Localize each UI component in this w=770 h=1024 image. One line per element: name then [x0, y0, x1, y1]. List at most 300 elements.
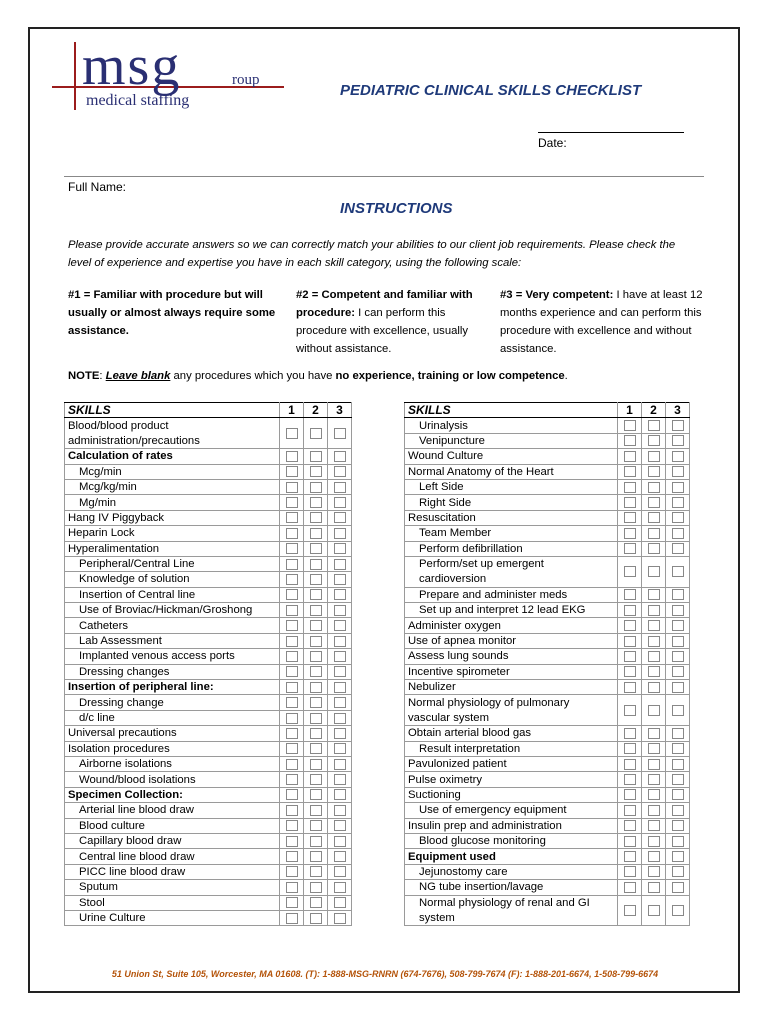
level-1-checkbox[interactable]: [624, 851, 636, 862]
level-2-checkbox[interactable]: [648, 420, 660, 431]
level-2-cell: [642, 726, 666, 741]
level-3-cell: [328, 495, 352, 510]
level-3-checkbox[interactable]: [672, 682, 684, 693]
level-2-cell: [304, 741, 328, 756]
level-1-checkbox[interactable]: [286, 428, 298, 439]
level-3-checkbox[interactable]: [334, 759, 346, 770]
level-2-checkbox[interactable]: [310, 589, 322, 600]
skill-row-left-22: [65, 756, 352, 771]
level-3-checkbox[interactable]: [334, 651, 346, 662]
logo-group-text: roup: [232, 72, 260, 88]
level-3-checkbox[interactable]: [334, 820, 346, 831]
level-3-checkbox[interactable]: [672, 774, 684, 785]
level-3-checkbox[interactable]: [334, 497, 346, 508]
level-1-checkbox[interactable]: [286, 651, 298, 662]
level-3-cell: [328, 510, 352, 525]
level-3-checkbox[interactable]: [334, 851, 346, 862]
level-2-checkbox[interactable]: [648, 820, 660, 831]
level-2-checkbox[interactable]: [310, 666, 322, 677]
scale-1-text: #1 = Familiar with procedure but will usually or almost always require some assistance.: [68, 289, 276, 337]
level-3-checkbox[interactable]: [334, 713, 346, 724]
skill-label: Central line blood draw: [65, 849, 280, 864]
skill-row-right-7: [405, 526, 690, 541]
level-2-checkbox[interactable]: [648, 866, 660, 877]
level-3-checkbox[interactable]: [672, 882, 684, 893]
level-1-checkbox[interactable]: [624, 420, 636, 431]
level-3-checkbox[interactable]: [334, 605, 346, 616]
level-3-checkbox[interactable]: [334, 805, 346, 816]
level-3-checkbox[interactable]: [334, 682, 346, 693]
level-1-cell: [618, 726, 642, 741]
note-label: NOTE: [68, 370, 100, 382]
level-3-checkbox[interactable]: [334, 666, 346, 677]
level-2-checkbox[interactable]: [648, 743, 660, 754]
level-1-checkbox[interactable]: [624, 743, 636, 754]
level-1-checkbox[interactable]: [286, 466, 298, 477]
level-1-checkbox[interactable]: [286, 605, 298, 616]
level-3-checkbox[interactable]: [672, 636, 684, 647]
level-3-checkbox[interactable]: [672, 743, 684, 754]
level-1-checkbox[interactable]: [286, 897, 298, 908]
level-3-checkbox[interactable]: [334, 789, 346, 800]
level-3-cell: [666, 649, 690, 664]
level-2-checkbox[interactable]: [648, 851, 660, 862]
level-2-checkbox[interactable]: [310, 728, 322, 739]
skill-row-left-2: [65, 449, 352, 464]
full-name-field[interactable]: [64, 176, 704, 177]
level-1-checkbox[interactable]: [286, 728, 298, 739]
skill-label: Universal precautions: [65, 726, 280, 741]
level-1-checkbox[interactable]: [286, 759, 298, 770]
level-3-checkbox[interactable]: [334, 543, 346, 554]
level-3-checkbox[interactable]: [334, 574, 346, 585]
level-3-cell: [666, 726, 690, 741]
skill-row-right-17: [405, 680, 690, 695]
level-2-cell: [642, 695, 666, 726]
level-2-checkbox[interactable]: [648, 759, 660, 770]
level-1-cell: [280, 680, 304, 695]
level-2-cell: [304, 803, 328, 818]
level-2-checkbox[interactable]: [310, 805, 322, 816]
level-3-checkbox[interactable]: [672, 651, 684, 662]
level-3-checkbox[interactable]: [672, 605, 684, 616]
level-3-cell: [328, 418, 352, 449]
level-3-checkbox[interactable]: [672, 543, 684, 554]
level-3-checkbox[interactable]: [672, 466, 684, 477]
skill-row-right-15: [405, 649, 690, 664]
level-1-checkbox[interactable]: [286, 789, 298, 800]
level-1-cell: [618, 864, 642, 879]
skill-label: Left Side: [405, 479, 618, 494]
skill-label: Isolation procedures: [65, 741, 280, 756]
logo-subtitle: medical staffing: [86, 92, 190, 109]
level-2-checkbox[interactable]: [648, 682, 660, 693]
level-2-header: 2: [304, 403, 328, 418]
level-2-checkbox[interactable]: [310, 820, 322, 831]
skill-label: Normal physiology of pulmonary: [405, 695, 618, 710]
level-3-cell: [328, 633, 352, 648]
skill-label: Prepare and administer meds: [405, 587, 618, 602]
level-2-cell: [304, 895, 328, 910]
level-1-checkbox[interactable]: [624, 466, 636, 477]
level-3-checkbox[interactable]: [672, 805, 684, 816]
skill-label: Wound Culture: [405, 449, 618, 464]
level-1-checkbox[interactable]: [624, 805, 636, 816]
level-1-checkbox[interactable]: [624, 651, 636, 662]
level-1-checkbox[interactable]: [286, 851, 298, 862]
skill-row-right-3: [405, 464, 690, 479]
level-1-checkbox[interactable]: [286, 528, 298, 539]
level-1-checkbox[interactable]: [624, 836, 636, 847]
level-3-checkbox[interactable]: [672, 620, 684, 631]
level-3-checkbox[interactable]: [672, 497, 684, 508]
level-2-checkbox[interactable]: [310, 651, 322, 662]
level-1-checkbox[interactable]: [624, 705, 636, 716]
level-1-checkbox[interactable]: [286, 882, 298, 893]
skill-label: d/c line: [65, 710, 280, 725]
level-3-checkbox[interactable]: [672, 512, 684, 523]
level-1-checkbox[interactable]: [624, 451, 636, 462]
skill-row-right-25: [405, 803, 690, 818]
level-3-checkbox[interactable]: [334, 512, 346, 523]
level-1-checkbox[interactable]: [286, 713, 298, 724]
level-2-checkbox[interactable]: [648, 605, 660, 616]
level-1-cell: [280, 710, 304, 725]
level-2-checkbox[interactable]: [310, 836, 322, 847]
skill-label: Dressing change: [65, 695, 280, 710]
level-1-checkbox[interactable]: [624, 882, 636, 893]
level-1-checkbox[interactable]: [624, 605, 636, 616]
level-2-cell: [304, 649, 328, 664]
level-3-checkbox[interactable]: [334, 466, 346, 477]
level-1-checkbox[interactable]: [286, 497, 298, 508]
level-1-checkbox[interactable]: [624, 820, 636, 831]
level-3-cell: [666, 864, 690, 879]
level-3-header: 3: [328, 403, 352, 418]
level-2-checkbox[interactable]: [310, 559, 322, 570]
level-2-checkbox[interactable]: [310, 897, 322, 908]
skill-label: Suctioning: [405, 787, 618, 802]
note-middle: any procedures which you have: [170, 370, 336, 382]
level-2-checkbox[interactable]: [310, 713, 322, 724]
level-1-checkbox[interactable]: [286, 559, 298, 570]
skill-label: Blood culture: [65, 818, 280, 833]
skill-row-left-20: [65, 726, 352, 741]
level-3-checkbox[interactable]: [672, 666, 684, 677]
scale-3-text: I have at least 12 months experience and can perform this procedure with excellence and without assistance.: [500, 289, 703, 355]
level-3-cell: [328, 741, 352, 756]
level-1-checkbox[interactable]: [286, 482, 298, 493]
date-field[interactable]: [538, 132, 684, 133]
level-2-checkbox[interactable]: [310, 866, 322, 877]
level-3-checkbox[interactable]: [334, 913, 346, 924]
instructions-heading: INSTRUCTIONS: [340, 200, 453, 217]
level-3-checkbox[interactable]: [672, 851, 684, 862]
level-1-checkbox[interactable]: [624, 512, 636, 523]
level-3-cell: [666, 618, 690, 633]
level-3-cell: [328, 587, 352, 602]
level-1-cell: [618, 880, 642, 895]
level-1-cell: [280, 864, 304, 879]
level-3-checkbox[interactable]: [334, 697, 346, 708]
level-3-checkbox[interactable]: [672, 866, 684, 877]
level-1-checkbox[interactable]: [286, 574, 298, 585]
level-1-checkbox[interactable]: [624, 774, 636, 785]
level-2-checkbox[interactable]: [648, 789, 660, 800]
level-3-checkbox[interactable]: [334, 774, 346, 785]
skill-label: Heparin Lock: [65, 526, 280, 541]
skill-label: Hang IV Piggyback: [65, 510, 280, 525]
level-1-cell: [280, 803, 304, 818]
skill-label: Assess lung sounds: [405, 649, 618, 664]
level-2-cell: [642, 756, 666, 771]
level-1-checkbox[interactable]: [286, 543, 298, 554]
skill-label: Equipment used: [405, 849, 618, 864]
level-3-checkbox[interactable]: [672, 482, 684, 493]
level-2-cell: [304, 864, 328, 879]
level-2-checkbox[interactable]: [648, 566, 660, 577]
skill-row-right-1: [405, 433, 690, 448]
level-2-checkbox[interactable]: [648, 466, 660, 477]
level-3-checkbox[interactable]: [672, 905, 684, 916]
level-3-cell: [666, 787, 690, 802]
level-1-cell: [618, 772, 642, 787]
level-2-checkbox[interactable]: [648, 774, 660, 785]
level-3-checkbox[interactable]: [334, 836, 346, 847]
level-2-checkbox[interactable]: [648, 705, 660, 716]
level-2-cell: [642, 895, 666, 926]
level-2-checkbox[interactable]: [310, 543, 322, 554]
level-2-checkbox[interactable]: [310, 620, 322, 631]
level-1-cell: [618, 849, 642, 864]
level-1-cell: [280, 664, 304, 679]
level-3-cell: [328, 756, 352, 771]
level-3-cell: [328, 449, 352, 464]
level-3-checkbox[interactable]: [334, 743, 346, 754]
level-3-cell: [328, 603, 352, 618]
level-3-checkbox[interactable]: [672, 451, 684, 462]
level-2-cell: [304, 449, 328, 464]
level-3-checkbox[interactable]: [672, 728, 684, 739]
level-2-checkbox[interactable]: [310, 882, 322, 893]
level-2-checkbox[interactable]: [648, 666, 660, 677]
level-1-cell: [280, 541, 304, 556]
level-1-checkbox[interactable]: [286, 697, 298, 708]
level-1-checkbox[interactable]: [624, 866, 636, 877]
level-2-checkbox[interactable]: [310, 789, 322, 800]
skill-label: Normal Anatomy of the Heart: [405, 464, 618, 479]
level-3-checkbox[interactable]: [334, 428, 346, 439]
skill-label: Arterial line blood draw: [65, 803, 280, 818]
logo-text: msg: [82, 35, 182, 97]
level-2-checkbox[interactable]: [648, 497, 660, 508]
level-3-checkbox[interactable]: [672, 705, 684, 716]
level-2-checkbox[interactable]: [310, 482, 322, 493]
level-2-checkbox[interactable]: [310, 913, 322, 924]
skill-row-left-5: [65, 495, 352, 510]
level-2-cell: [304, 526, 328, 541]
level-3-cell: [328, 556, 352, 571]
skill-row-right-22: [405, 756, 690, 771]
level-3-checkbox[interactable]: [334, 559, 346, 570]
level-1-cell: [618, 587, 642, 602]
level-1-checkbox[interactable]: [624, 482, 636, 493]
level-1-checkbox[interactable]: [286, 589, 298, 600]
level-1-cell: [618, 526, 642, 541]
level-2-cell: [304, 664, 328, 679]
level-2-checkbox[interactable]: [310, 759, 322, 770]
level-2-checkbox[interactable]: [648, 636, 660, 647]
level-3-cell: [328, 895, 352, 910]
level-3-checkbox[interactable]: [334, 528, 346, 539]
skill-label: cardioversion: [405, 572, 618, 587]
level-1-checkbox[interactable]: [286, 620, 298, 631]
skills-table-right: [404, 402, 690, 926]
level-2-checkbox[interactable]: [648, 651, 660, 662]
skill-row-left-9: [65, 556, 352, 571]
level-3-checkbox[interactable]: [672, 566, 684, 577]
level-2-checkbox[interactable]: [310, 743, 322, 754]
scale-2-text: I can perform this procedure with excellence, usually without assistance.: [296, 307, 469, 355]
level-1-checkbox[interactable]: [624, 666, 636, 677]
skill-label: Insertion of Central line: [65, 587, 280, 602]
skill-label: Perform/set up emergent: [405, 556, 618, 571]
level-1-cell: [280, 880, 304, 895]
level-1-checkbox[interactable]: [624, 620, 636, 631]
level-2-cell: [304, 726, 328, 741]
level-2-checkbox[interactable]: [648, 512, 660, 523]
level-3-checkbox[interactable]: [672, 589, 684, 600]
skills-header: SKILLS: [65, 403, 280, 418]
level-3-checkbox[interactable]: [672, 759, 684, 770]
level-3-cell: [666, 479, 690, 494]
level-1-checkbox[interactable]: [624, 497, 636, 508]
level-1-checkbox[interactable]: [624, 759, 636, 770]
level-3-checkbox[interactable]: [334, 620, 346, 631]
skill-row-right-18: [405, 695, 690, 710]
level-2-cell: [304, 818, 328, 833]
level-2-checkbox[interactable]: [310, 512, 322, 523]
skill-label: Urine Culture: [65, 910, 280, 925]
level-3-checkbox[interactable]: [334, 728, 346, 739]
level-3-checkbox[interactable]: [672, 420, 684, 431]
skill-label: Knowledge of solution: [65, 572, 280, 587]
level-2-checkbox[interactable]: [648, 905, 660, 916]
level-2-checkbox[interactable]: [648, 589, 660, 600]
level-3-cell: [666, 633, 690, 648]
level-3-checkbox[interactable]: [334, 882, 346, 893]
level-1-checkbox[interactable]: [624, 728, 636, 739]
level-1-checkbox[interactable]: [286, 666, 298, 677]
level-3-checkbox[interactable]: [672, 435, 684, 446]
level-1-checkbox[interactable]: [286, 866, 298, 877]
level-2-checkbox[interactable]: [648, 451, 660, 462]
level-1-checkbox[interactable]: [624, 543, 636, 554]
level-2-checkbox[interactable]: [310, 636, 322, 647]
skill-label: Blood/blood product: [65, 418, 280, 433]
level-3-checkbox[interactable]: [672, 820, 684, 831]
level-1-checkbox[interactable]: [286, 512, 298, 523]
level-1-checkbox[interactable]: [286, 451, 298, 462]
level-1-checkbox[interactable]: [286, 836, 298, 847]
level-1-header: 1: [280, 403, 304, 418]
level-2-checkbox[interactable]: [648, 882, 660, 893]
level-3-cell: [328, 910, 352, 925]
level-3-checkbox[interactable]: [672, 836, 684, 847]
level-1-checkbox[interactable]: [286, 636, 298, 647]
level-3-checkbox[interactable]: [672, 789, 684, 800]
level-2-checkbox[interactable]: [648, 805, 660, 816]
level-2-checkbox[interactable]: [648, 836, 660, 847]
level-1-checkbox[interactable]: [286, 774, 298, 785]
level-2-checkbox[interactable]: [310, 605, 322, 616]
level-3-checkbox[interactable]: [334, 866, 346, 877]
level-2-checkbox[interactable]: [310, 851, 322, 862]
level-2-cell: [304, 695, 328, 710]
level-1-checkbox[interactable]: [624, 636, 636, 647]
level-2-checkbox[interactable]: [310, 451, 322, 462]
level-2-checkbox[interactable]: [310, 682, 322, 693]
level-2-checkbox[interactable]: [648, 543, 660, 554]
level-3-cell: [328, 787, 352, 802]
level-2-cell: [642, 772, 666, 787]
footer-contact: 51 Union St, Suite 105, Worcester, MA 01608. (T): 1-888-MSG-RNRN (674-7676), 508-799-7674 (F): 1-888-201-6674, 1-508-799-6674: [111, 969, 659, 979]
skill-label: system: [405, 910, 618, 925]
level-1-checkbox[interactable]: [624, 435, 636, 446]
level-1-checkbox[interactable]: [286, 820, 298, 831]
level-2-checkbox[interactable]: [648, 528, 660, 539]
level-3-checkbox[interactable]: [334, 482, 346, 493]
level-3-checkbox[interactable]: [672, 528, 684, 539]
level-3-cell: [666, 449, 690, 464]
level-2-cell: [304, 710, 328, 725]
level-2-checkbox[interactable]: [648, 728, 660, 739]
scale-level-1: [68, 286, 278, 340]
level-2-checkbox[interactable]: [310, 428, 322, 439]
level-3-checkbox[interactable]: [334, 897, 346, 908]
level-2-checkbox[interactable]: [310, 497, 322, 508]
level-1-checkbox[interactable]: [624, 566, 636, 577]
level-1-checkbox[interactable]: [624, 528, 636, 539]
level-1-checkbox[interactable]: [624, 682, 636, 693]
level-2-checkbox[interactable]: [310, 466, 322, 477]
scale-3-label: #3 = Very competent:: [500, 289, 614, 301]
level-2-checkbox[interactable]: [648, 620, 660, 631]
level-1-checkbox[interactable]: [286, 913, 298, 924]
level-2-checkbox[interactable]: [310, 697, 322, 708]
level-1-cell: [280, 726, 304, 741]
level-3-checkbox[interactable]: [334, 589, 346, 600]
level-2-checkbox[interactable]: [648, 435, 660, 446]
level-1-cell: [618, 787, 642, 802]
level-2-checkbox[interactable]: [310, 574, 322, 585]
level-2-cell: [304, 772, 328, 787]
level-1-checkbox[interactable]: [624, 789, 636, 800]
level-1-checkbox[interactable]: [286, 805, 298, 816]
level-1-cell: [618, 495, 642, 510]
level-1-cell: [280, 526, 304, 541]
level-1-checkbox[interactable]: [286, 682, 298, 693]
level-3-checkbox[interactable]: [334, 636, 346, 647]
level-3-checkbox[interactable]: [334, 451, 346, 462]
level-1-checkbox[interactable]: [286, 743, 298, 754]
level-2-checkbox[interactable]: [310, 774, 322, 785]
level-1-checkbox[interactable]: [624, 589, 636, 600]
level-2-checkbox[interactable]: [310, 528, 322, 539]
skill-row-left-13: [65, 618, 352, 633]
level-2-checkbox[interactable]: [648, 482, 660, 493]
level-1-checkbox[interactable]: [624, 905, 636, 916]
